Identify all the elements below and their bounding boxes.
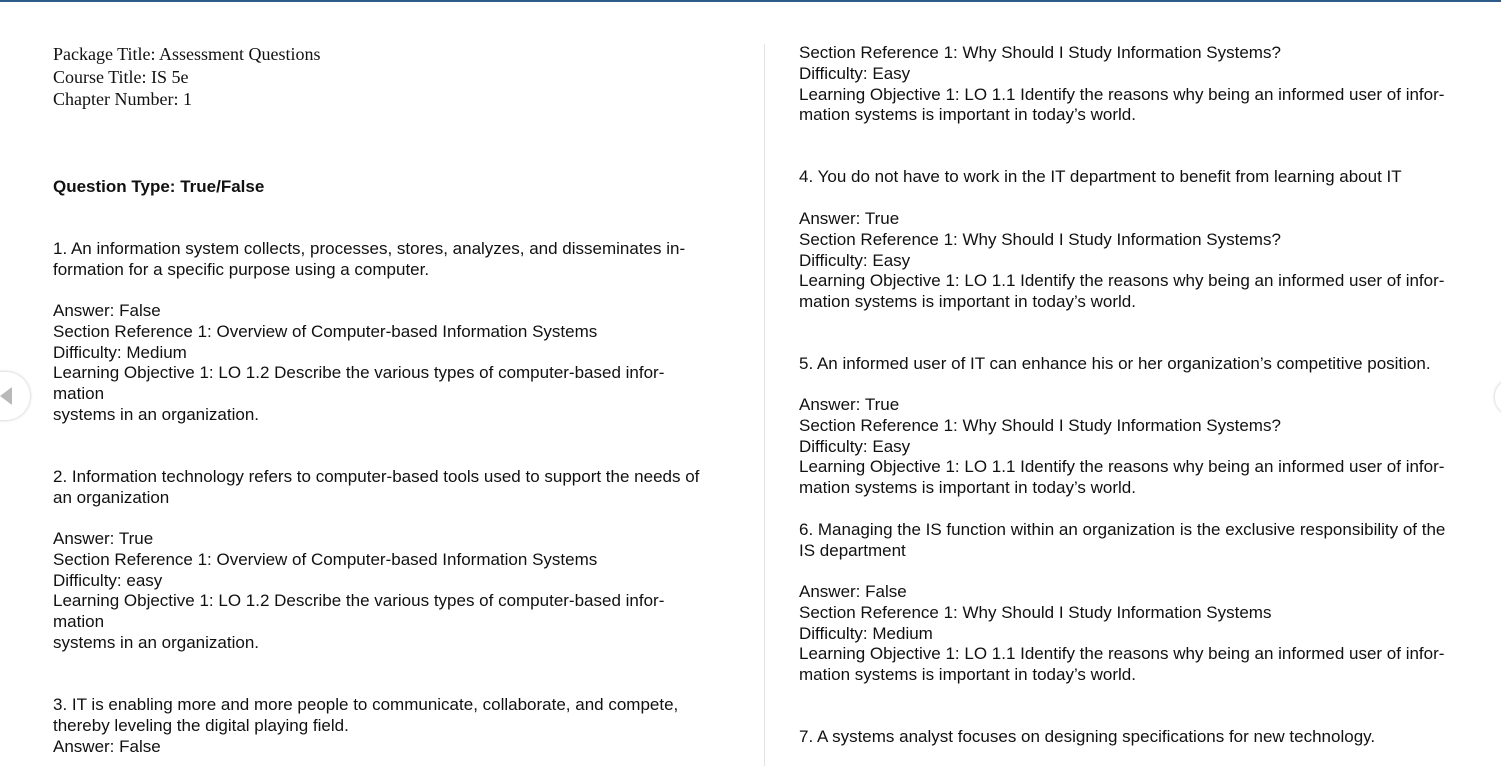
question-text: IS department (799, 540, 906, 560)
question-text: 1. An information system collects, processes, stores, analyzes, and disseminates in- (53, 239, 686, 258)
learning-objective: mation systems is important in today’s world. (799, 478, 1136, 498)
difficulty: Difficulty: Easy (799, 250, 911, 270)
question-text: 7. A systems analyst focuses on designing specifications for new technology. (799, 727, 1376, 746)
difficulty: Difficulty: easy (53, 570, 163, 590)
question-text: 4. You do not have to work in the IT department to benefit from learning about IT (799, 167, 1402, 186)
section-reference: Section Reference 1: Why Should I Study Information Systems? (799, 43, 1281, 62)
learning-objective: mation systems is important in today’s world. (799, 665, 1136, 685)
learning-objective: systems in an organization. (53, 632, 259, 652)
question-text: 5. An informed user of IT can enhance his or her organization’s competitive position. (799, 354, 1431, 373)
question-3 (53, 695, 678, 757)
answer: Answer: False (53, 301, 161, 320)
learning-objective: Learning Objective 1: LO 1.1 Identify the reasons why being an informed user of infor- (799, 457, 1445, 477)
question-text: 6. Managing the IS function within an organization is the exclusive responsibility of the (799, 520, 1446, 539)
question-1-meta (53, 301, 664, 426)
question-text: 3. IT is enabling more and more people to communicate, collaborate, and compete, (53, 695, 679, 714)
next-page-arrow-icon[interactable] (1495, 380, 1501, 414)
learning-objective: Learning Objective 1: LO 1.1 Identify the reasons why being an informed user of infor- (799, 271, 1445, 291)
section-reference: Section Reference 1: Overview of Computer-based Information Systems (53, 549, 598, 569)
question-4 (799, 167, 1402, 188)
question-6 (799, 520, 1445, 562)
question-type-heading: Question Type: True/False (53, 177, 265, 196)
learning-objective: systems in an organization. (53, 404, 259, 424)
question-2-meta (53, 529, 664, 654)
section-reference: Section Reference 1: Why Should I Study Information Systems (799, 602, 1272, 622)
difficulty: Difficulty: Medium (53, 342, 187, 362)
question-3-meta (799, 43, 1444, 126)
difficulty: Difficulty: Easy (799, 63, 911, 83)
learning-objective: Learning Objective 1: LO 1.2 Describe the various types of computer-based infor- (53, 363, 665, 383)
learning-objective: mation (53, 384, 105, 404)
question-5 (799, 354, 1431, 375)
answer: Answer: True (799, 395, 900, 414)
answer: Answer: True (53, 529, 154, 548)
difficulty: Difficulty: Easy (799, 436, 911, 456)
chapter-number: Chapter Number: 1 (53, 89, 192, 109)
learning-objective: Learning Objective 1: LO 1.2 Describe the various types of computer-based infor- (53, 591, 665, 611)
package-title: Package Title: Assessment Questions (53, 44, 321, 64)
question-4-meta (799, 209, 1444, 313)
question-text: 2. Information technology refers to computer-based tools used to support the needs of (53, 467, 700, 486)
answer: Answer: True (799, 209, 900, 228)
question-1 (53, 239, 685, 281)
learning-objective: mation systems is important in today’s world. (799, 105, 1136, 125)
previous-page-arrow-icon[interactable] (0, 372, 30, 420)
answer: Answer: False (799, 582, 907, 601)
learning-objective: mation (53, 612, 105, 632)
course-title: Course Title: IS 5e (53, 66, 189, 87)
section-reference: Section Reference 1: Overview of Computer-based Information Systems (53, 321, 598, 341)
section-reference: Section Reference 1: Why Should I Study Information Systems? (799, 229, 1281, 249)
page-divider (764, 44, 765, 766)
learning-objective: Learning Objective 1: LO 1.1 Identify the reasons why being an informed user of infor- (799, 84, 1445, 104)
question-text: an organization (53, 487, 170, 507)
question-text: thereby leveling the digital playing field. (53, 715, 349, 735)
question-5-meta (799, 395, 1444, 499)
question-7 (799, 727, 1375, 748)
question-2 (53, 467, 699, 509)
window-top-border (0, 0, 1501, 2)
learning-objective: mation systems is important in today’s world. (799, 292, 1136, 312)
answer: Answer: False (53, 736, 161, 756)
difficulty: Difficulty: Medium (799, 623, 933, 643)
question-6-meta (799, 582, 1444, 686)
section-reference: Section Reference 1: Why Should I Study Information Systems? (799, 415, 1281, 435)
question-text: formation for a specific purpose using a computer. (53, 259, 430, 279)
learning-objective: Learning Objective 1: LO 1.1 Identify the reasons why being an informed user of infor- (799, 644, 1445, 664)
